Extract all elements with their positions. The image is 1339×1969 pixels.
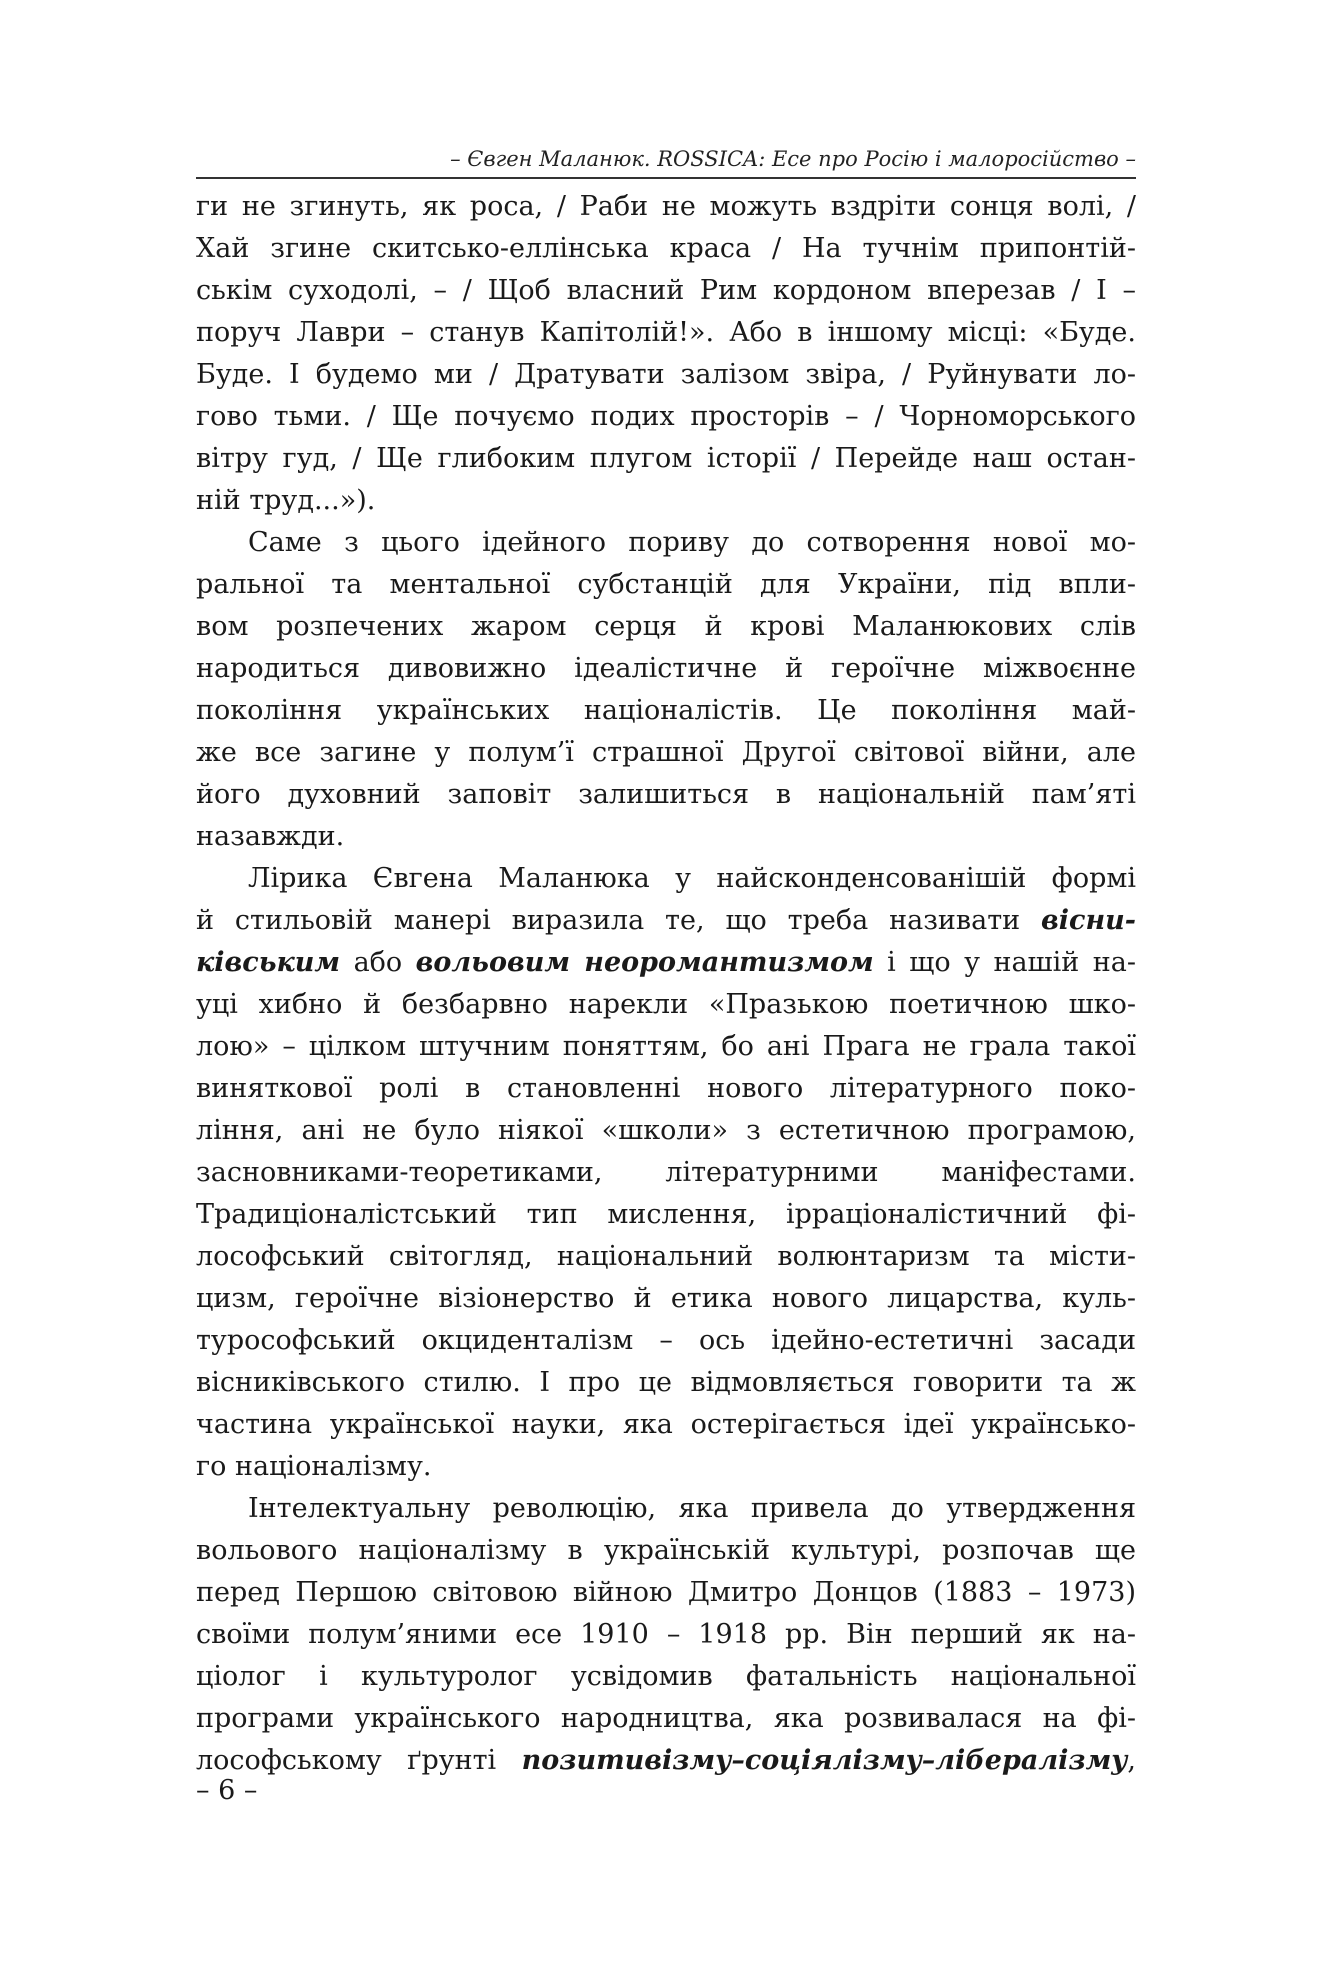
text-line: уці хибно й безбарвно нарекли «Празькою поетичною шко-: [196, 989, 1136, 1020]
text-line: [196, 900, 1136, 942]
running-header: – Євген Маланюк. ROSSICA: Есе про Росію і малоросійство –: [450, 147, 1136, 171]
emphasis-term: вісни-: [1041, 905, 1136, 936]
text-line: цизм, героїчне візіонерство й етика нового лицарства, куль-: [196, 1283, 1136, 1314]
text-line: народиться дивовижно ідеалістичне й героїчне міжвоєнне: [196, 653, 1136, 684]
text-line: гово тьми. / Ще почуємо подих просторів – / Чорноморського: [196, 401, 1136, 432]
text-run: або: [340, 947, 416, 978]
text-line: Традиціоналістський тип мислення, ірраціоналістичний фі-: [196, 1199, 1136, 1230]
text-line: Буде. І будемо ми / Дратувати залізом звіра, / Руйнувати ло-: [196, 359, 1136, 390]
text-line: своїми полум’яними есе 1910 – 1918 рр. Він перший як на-: [196, 1619, 1136, 1650]
emphasis-term: позитивізму–соціялізму–лібералізму: [521, 1745, 1128, 1776]
text-line: Лірика Євгена Маланюка у найсконденсованішій формі: [248, 863, 1136, 894]
header-rule: [196, 177, 1136, 179]
text-line: назавжди.: [196, 821, 345, 852]
text-line: його духовний заповіт залишиться в національній пам’яті: [196, 779, 1136, 810]
page-number: – 6 –: [196, 1775, 258, 1806]
text-line: Інтелектуальну революцію, яка привела до утвердження: [248, 1493, 1136, 1524]
text-line: лою» – цілком штучним поняттям, бо ані Прага не грала такої: [196, 1031, 1136, 1062]
text-line: частина української науки, яка остерігається ідеї українсько-: [196, 1409, 1136, 1440]
text-line: вітру гуд, / Ще глибоким плугом історії / Перейде наш остан-: [196, 443, 1136, 474]
text-line: вольового націоналізму в українській культурі, розпочав ще: [196, 1535, 1136, 1566]
text-line: поруч Лаври – станув Капітолій!». Або в іншому місці: «Буде.: [196, 317, 1136, 348]
text-line: Саме з цього ідейного пориву до сотворення нової мо-: [248, 527, 1136, 558]
text-run: й стильовій манері виразила те, що треба називати: [196, 905, 1042, 936]
text-line: Хай згине скитсько-еллінська краса / На тучнім припонтій-: [196, 233, 1136, 264]
text-line: ги не згинуть, як роса, / Раби не можуть вздріти сонця волі, /: [196, 191, 1136, 222]
text-line: ральної та ментальної субстанцій для України, під впли-: [196, 569, 1136, 600]
emphasis-term: вольовим неоромантизмом: [415, 947, 874, 978]
text-line: ціолог і культуролог усвідомив фатальність національної: [196, 1661, 1136, 1692]
text-line: ськім суходолі, – / Щоб власний Рим кордоном вперезав / І –: [196, 275, 1136, 306]
text-line: вом розпечених жаром серця й крові Маланюкових слів: [196, 611, 1136, 642]
text-run: лософському ґрунті: [196, 1745, 522, 1776]
text-line: го націоналізму.: [196, 1451, 432, 1482]
text-line: [196, 1740, 1136, 1782]
text-line: лософський світогляд, національний волюнтаризм та місти-: [196, 1241, 1136, 1272]
text-line: [196, 942, 1136, 984]
text-line: турософський окциденталізм – ось ідейно-естетичні засади: [196, 1325, 1136, 1356]
emphasis-term: ківським: [196, 947, 341, 978]
text-line: засновниками-теоретиками, літературними маніфестами.: [196, 1157, 1136, 1188]
text-line: же все загине у полум’ї страшної Другої світової війни, але: [196, 737, 1136, 768]
text-line: покоління українських націоналістів. Це покоління май-: [196, 695, 1136, 726]
text-line: виняткової ролі в становленні нового літературного поко-: [196, 1073, 1136, 1104]
text-line: програми українського народництва, яка розвивалася на фі-: [196, 1703, 1136, 1734]
body-text: [196, 186, 1136, 1782]
text-line: вісниківського стилю. І про це відмовляється говорити та ж: [196, 1367, 1136, 1398]
text-line: перед Першою світовою війною Дмитро Донцов (1883 – 1973): [196, 1577, 1136, 1608]
text-run: і що у нашій на-: [873, 947, 1136, 978]
text-line: ній труд...»).: [196, 485, 376, 516]
text-run: ,: [1127, 1745, 1136, 1776]
text-line: ління, ані не було ніякої «школи» з естетичною програмою,: [196, 1115, 1136, 1146]
